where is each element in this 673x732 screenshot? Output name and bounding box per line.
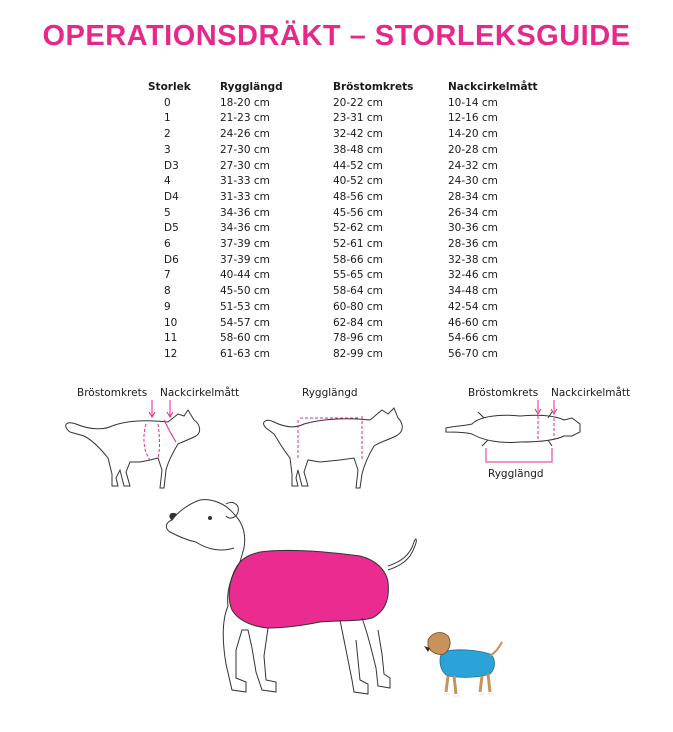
cell-chest: 48-56 cm — [333, 190, 383, 203]
cell-size: D5 — [164, 222, 179, 235]
cell-back-length: 40-44 cm — [220, 269, 270, 282]
cell-size: 6 — [164, 238, 171, 251]
cell-chest: 40-52 cm — [333, 175, 383, 188]
cell-neck: 24-30 cm — [448, 175, 498, 188]
cell-back-length: 61-63 cm — [220, 347, 270, 360]
cell-back-length: 31-33 cm — [220, 175, 270, 188]
cell-chest: 45-56 cm — [333, 206, 383, 219]
cat3-back-label: Rygglängd — [488, 468, 544, 480]
cell-back-length: 37-39 cm — [220, 253, 270, 266]
cell-back-length: 45-50 cm — [220, 285, 270, 298]
cell-back-length: 34-36 cm — [220, 206, 270, 219]
cell-neck: 30-36 cm — [448, 222, 498, 235]
cell-size: 0 — [164, 96, 171, 109]
cell-chest: 32-42 cm — [333, 128, 383, 141]
cell-size: 11 — [164, 332, 178, 345]
cat-top-view-illustration — [446, 412, 580, 446]
cell-neck: 54-66 cm — [448, 332, 498, 345]
cell-back-length: 18-20 cm — [220, 96, 270, 109]
cell-chest: 58-64 cm — [333, 285, 383, 298]
column-header-chest: Bröstomkrets — [333, 81, 414, 93]
cell-neck: 56-70 cm — [448, 347, 498, 360]
cell-size: 1 — [164, 112, 171, 125]
cell-chest: 62-84 cm — [333, 316, 383, 329]
cell-size: 2 — [164, 128, 171, 141]
cell-size: D3 — [164, 159, 179, 172]
cell-back-length: 34-36 cm — [220, 222, 270, 235]
cat-side-back-illustration — [264, 408, 403, 488]
cat3-chest-label: Bröstomkrets — [468, 387, 539, 399]
cell-back-length: 37-39 cm — [220, 238, 270, 251]
small-dog-in-blue-suit-illustration — [424, 633, 502, 696]
cell-size: 5 — [164, 206, 171, 219]
cell-neck: 28-36 cm — [448, 238, 498, 251]
cell-neck: 10-14 cm — [448, 96, 498, 109]
cell-back-length: 58-60 cm — [220, 332, 270, 345]
cell-neck: 20-28 cm — [448, 143, 498, 156]
column-header-neck: Nackcirkelmått — [448, 81, 538, 93]
cell-chest: 23-31 cm — [333, 112, 383, 125]
cell-chest: 58-66 cm — [333, 253, 383, 266]
cat3-neck-label: Nackcirkelmått — [551, 387, 631, 399]
dog-in-pink-suit-illustration — [166, 500, 416, 694]
cat2-back-label: Rygglängd — [302, 387, 358, 399]
cell-size: 8 — [164, 285, 171, 298]
cell-chest: 20-22 cm — [333, 96, 383, 109]
column-header-back-length: Rygglängd — [220, 81, 283, 93]
cell-neck: 32-38 cm — [448, 253, 498, 266]
cell-size: 9 — [164, 300, 171, 313]
cell-chest: 78-96 cm — [333, 332, 383, 345]
cell-size: 4 — [164, 175, 171, 188]
cell-size: D6 — [164, 253, 179, 266]
cell-size: 12 — [164, 347, 178, 360]
cell-chest: 82-99 cm — [333, 347, 383, 360]
cell-neck: 12-16 cm — [448, 112, 498, 125]
cell-neck: 26-34 cm — [448, 206, 498, 219]
cell-neck: 34-48 cm — [448, 285, 498, 298]
cell-chest: 55-65 cm — [333, 269, 383, 282]
cell-back-length: 24-26 cm — [220, 128, 270, 141]
cell-neck: 42-54 cm — [448, 300, 498, 313]
cell-back-length: 51-53 cm — [220, 300, 270, 313]
cell-size: 3 — [164, 143, 171, 156]
page-title: OPERATIONSDRÄKT – STORLEKSGUIDE — [42, 20, 631, 52]
column-header-size: Storlek — [148, 81, 191, 93]
cell-back-length: 31-33 cm — [220, 190, 270, 203]
cat1-measure-lines — [144, 400, 176, 460]
cell-neck: 28-34 cm — [448, 190, 498, 203]
cell-chest: 52-61 cm — [333, 238, 383, 251]
cell-chest: 44-52 cm — [333, 159, 383, 172]
cell-chest: 52-62 cm — [333, 222, 383, 235]
cell-neck: 14-20 cm — [448, 128, 498, 141]
cell-back-length: 21-23 cm — [220, 112, 270, 125]
cell-chest: 60-80 cm — [333, 300, 383, 313]
cell-size: 10 — [164, 316, 178, 329]
cell-back-length: 54-57 cm — [220, 316, 270, 329]
cell-neck: 32-46 cm — [448, 269, 498, 282]
cell-back-length: 27-30 cm — [220, 159, 270, 172]
cell-size: 7 — [164, 269, 171, 282]
cell-neck: 24-32 cm — [448, 159, 498, 172]
cat-side-chest-neck-illustration — [66, 410, 200, 488]
cat1-neck-label: Nackcirkelmått — [160, 387, 240, 399]
cell-back-length: 27-30 cm — [220, 143, 270, 156]
cell-size: D4 — [164, 190, 179, 203]
cell-chest: 38-48 cm — [333, 143, 383, 156]
cat3-measure-lines — [486, 400, 557, 462]
cat1-chest-label: Bröstomkrets — [77, 387, 148, 399]
cell-neck: 46-60 cm — [448, 316, 498, 329]
